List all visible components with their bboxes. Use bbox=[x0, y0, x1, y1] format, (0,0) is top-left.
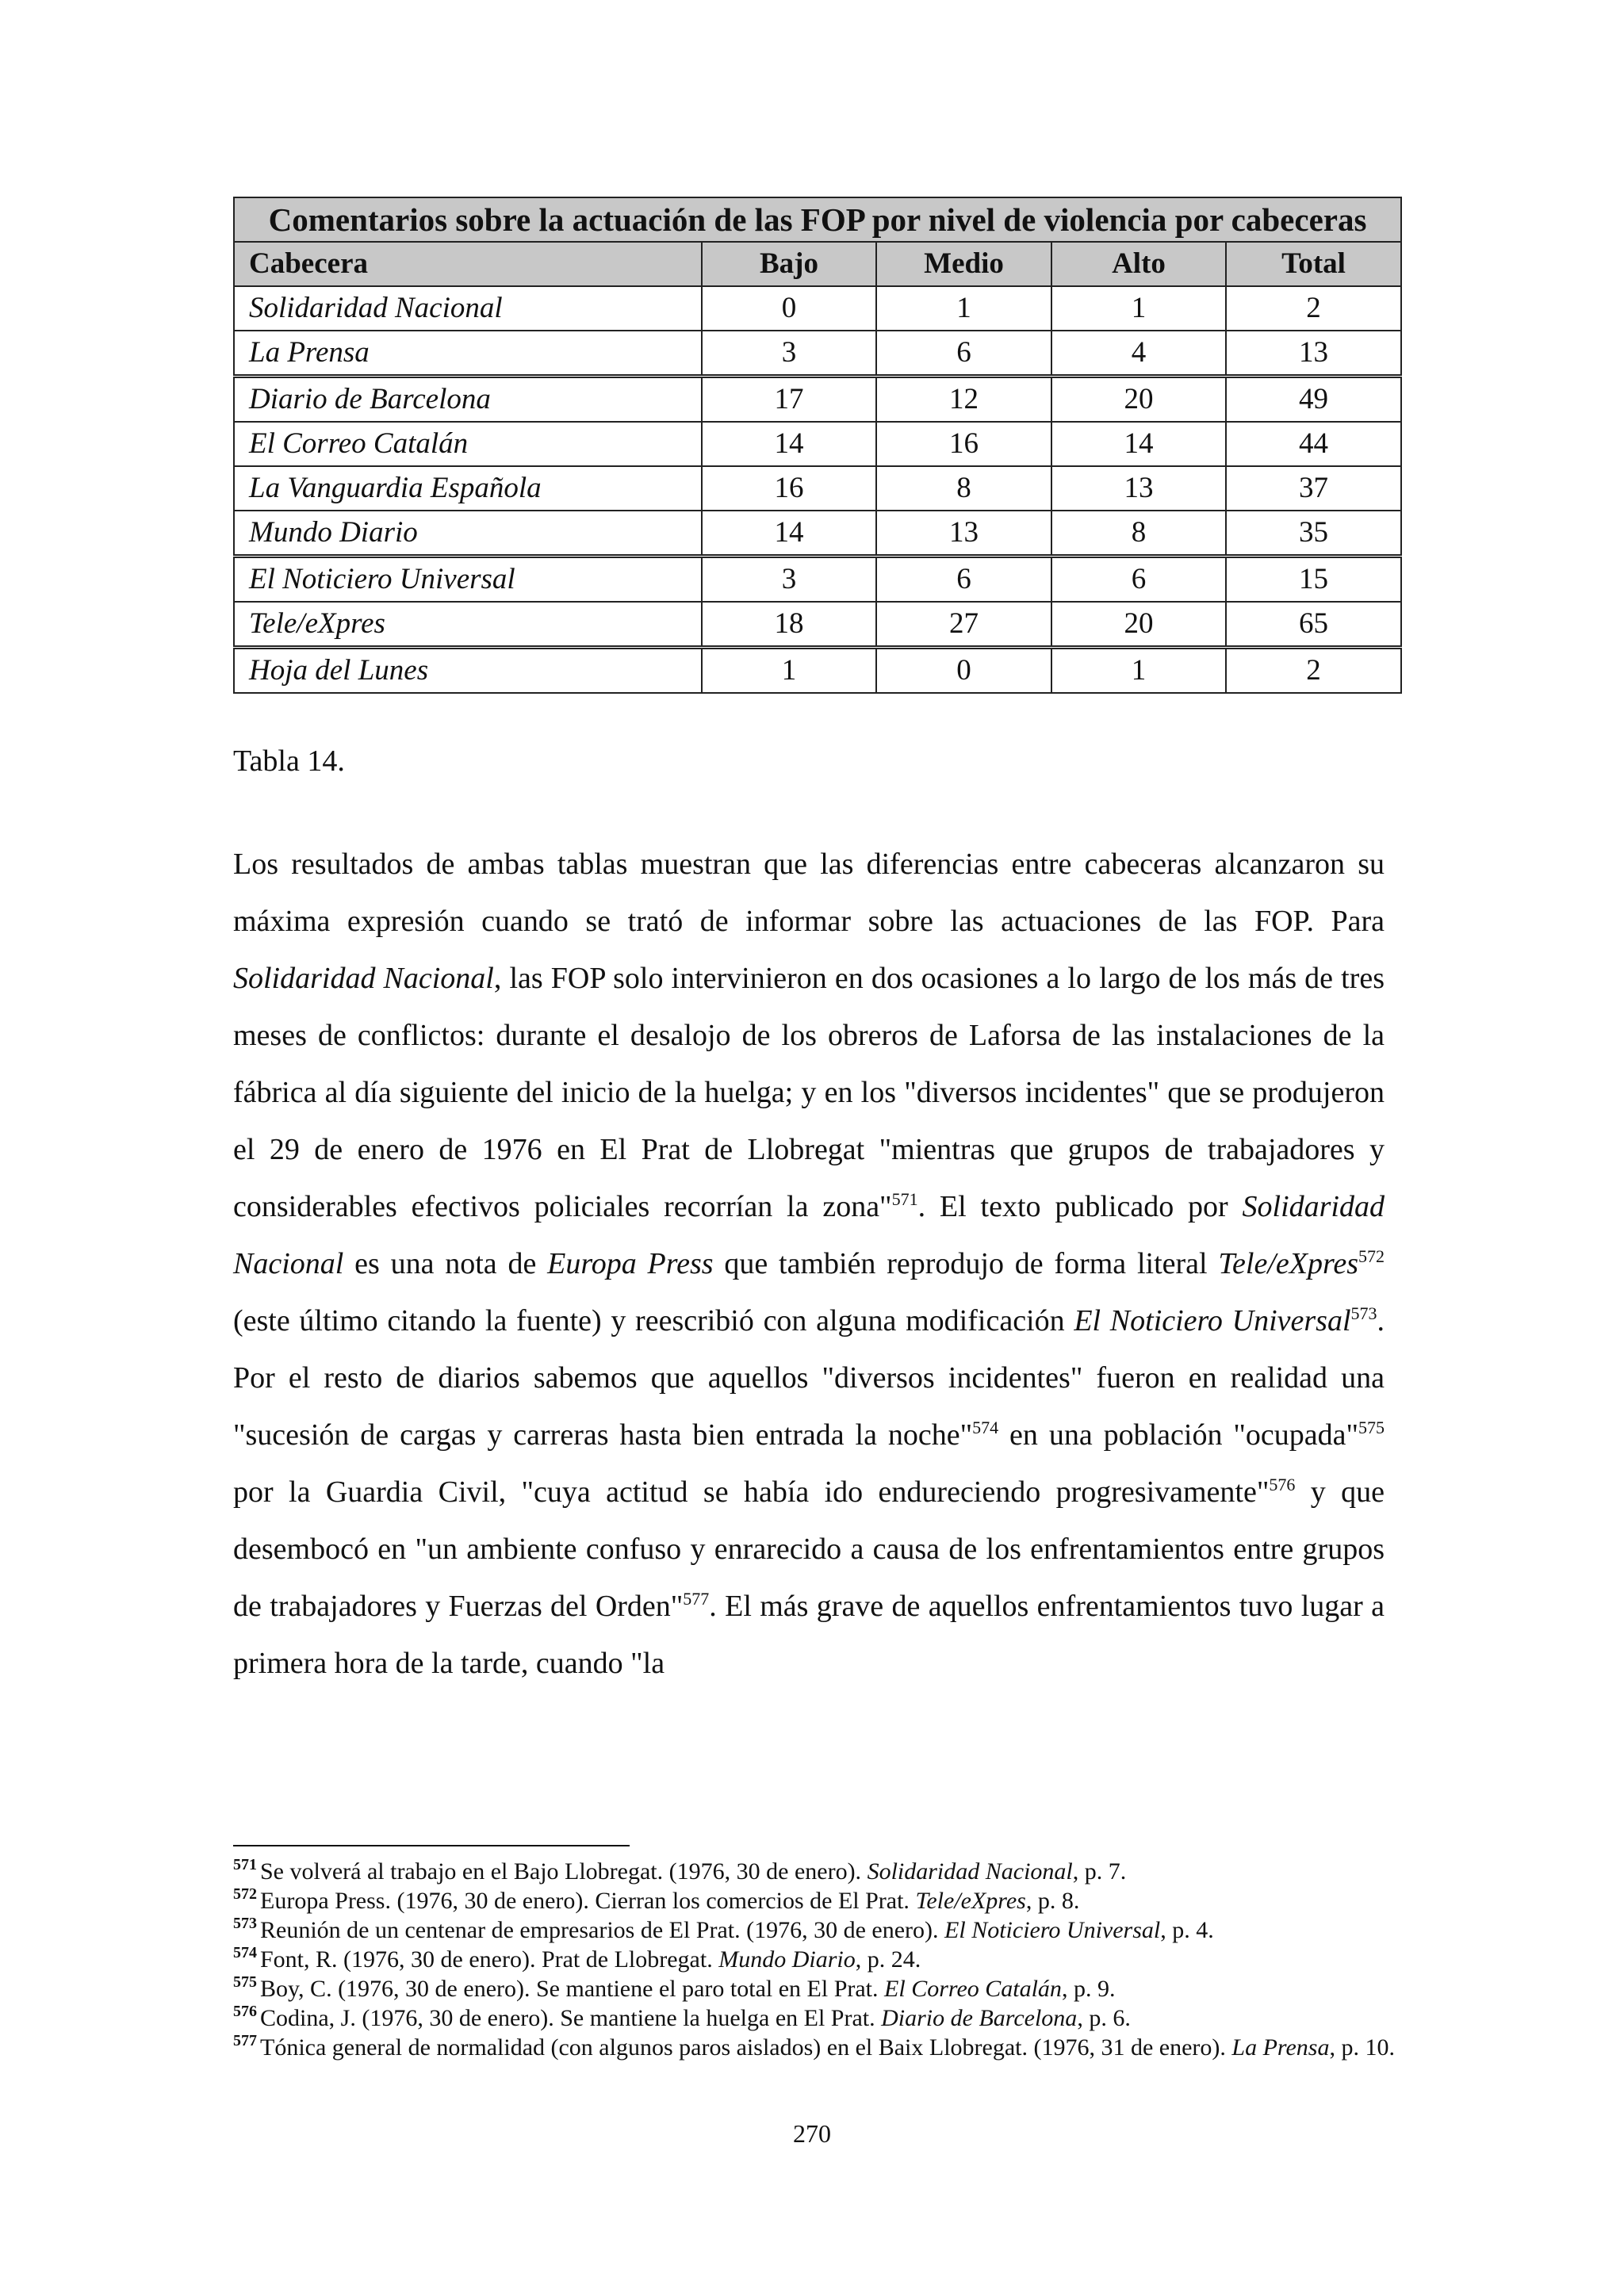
cell-medio: 8 bbox=[876, 466, 1051, 511]
cell-total: 2 bbox=[1226, 648, 1401, 694]
table-row bbox=[234, 557, 1401, 603]
table-row bbox=[234, 422, 1401, 466]
cell-bajo: 3 bbox=[702, 557, 876, 603]
cell-alto: 8 bbox=[1051, 511, 1226, 557]
table-caption: Tabla 14. bbox=[233, 744, 345, 778]
footnote-page: , p. 9. bbox=[1061, 1976, 1116, 2002]
cell-bajo: 1 bbox=[702, 648, 876, 694]
body-italic-title: Europa Press bbox=[547, 1247, 714, 1280]
table-row bbox=[234, 648, 1401, 694]
body-text-segment: y que desembocó en "un ambiente confuso y enrarecido a causa de los enfrentamientos entre grupos de trabajadores y Fuerzas del Orden" bbox=[233, 1475, 1385, 1623]
header-total: Total bbox=[1226, 242, 1401, 286]
footnote-ref[interactable]: 576 bbox=[1269, 1475, 1296, 1494]
footnote-number: 574 bbox=[233, 1944, 257, 1961]
footnote bbox=[233, 1974, 1399, 2003]
table-row bbox=[234, 331, 1401, 377]
row-name: El Noticiero Universal bbox=[234, 557, 702, 603]
cell-medio: 6 bbox=[876, 557, 1051, 603]
footnote-number: 572 bbox=[233, 1885, 257, 1903]
cell-alto: 13 bbox=[1051, 466, 1226, 511]
row-name: La Vanguardia Española bbox=[234, 466, 702, 511]
cell-medio: 12 bbox=[876, 377, 1051, 423]
cell-alto: 1 bbox=[1051, 648, 1226, 694]
body-italic-title: Solidaridad Nacional bbox=[233, 1190, 1385, 1280]
cell-alto: 14 bbox=[1051, 422, 1226, 466]
footnote bbox=[233, 2033, 1399, 2062]
body-text-segment: es una nota de bbox=[343, 1247, 548, 1280]
row-name: El Correo Catalán bbox=[234, 422, 702, 466]
footnote-page: , p. 6. bbox=[1077, 2005, 1131, 2031]
body-text-segment: . El más grave de aquellos enfrentamientos tuvo lugar a primera hora de la tarde, cuando "la bbox=[233, 1590, 1385, 1680]
cell-alto: 20 bbox=[1051, 602, 1226, 648]
footnote-ref[interactable]: 572 bbox=[1358, 1246, 1385, 1266]
cell-medio: 27 bbox=[876, 602, 1051, 648]
cell-alto: 1 bbox=[1051, 286, 1226, 331]
cell-medio: 6 bbox=[876, 331, 1051, 377]
footnote-number: 577 bbox=[233, 2032, 257, 2049]
footnote-ref[interactable]: 577 bbox=[683, 1589, 710, 1609]
footnotes bbox=[233, 1857, 1399, 2062]
cell-medio: 1 bbox=[876, 286, 1051, 331]
cell-alto: 6 bbox=[1051, 557, 1226, 603]
footnote-page: , p. 10. bbox=[1329, 2034, 1395, 2061]
footnote bbox=[233, 1886, 1399, 1915]
body-italic-title: Tele/eXpres bbox=[1218, 1247, 1358, 1280]
cell-bajo: 14 bbox=[702, 511, 876, 557]
footnote bbox=[233, 1915, 1399, 1945]
row-name: Diario de Barcelona bbox=[234, 377, 702, 423]
footnote-page: , p. 24. bbox=[855, 1946, 921, 1973]
body-text-segment: , las FOP solo intervinieron en dos ocasiones a lo largo de los más de tres meses de conflictos: durante el desalojo de los obreros de Laforsa de las instalaciones de la fábrica al día siguiente del inicio de la huelga; y en los "diversos incidentes" que se produjeron el 29 de enero de 1976 en El Prat de Llobregat "mientras que grupos de trabajadores y considerables efectivos policiales recorrían la zona" bbox=[233, 962, 1385, 1223]
body-text-segment: Los resultados de ambas tablas muestran que las diferencias entre cabeceras alcanzaron su máxima expresión cuando se trató de informar sobre las actuaciones de las FOP. Para bbox=[233, 848, 1385, 938]
body-text-segment: . Por el resto de diarios sabemos que aquellos "diversos incidentes" fueron en realidad una "sucesión de cargas y carreras hasta bien entrada la noche" bbox=[233, 1304, 1385, 1452]
cell-medio: 0 bbox=[876, 648, 1051, 694]
cell-total: 65 bbox=[1226, 602, 1401, 648]
table-row bbox=[234, 286, 1401, 331]
cell-total: 49 bbox=[1226, 377, 1401, 423]
cell-bajo: 0 bbox=[702, 286, 876, 331]
cell-bajo: 16 bbox=[702, 466, 876, 511]
footnote-source: El Correo Catalán bbox=[884, 1976, 1062, 2002]
row-name: Tele/eXpres bbox=[234, 602, 702, 648]
footnote-text: Europa Press. (1976, 30 de enero). Cierran los comercios de El Prat. bbox=[260, 1888, 916, 1914]
body-text-segment: (este último citando la fuente) y reescribió con alguna modificación bbox=[233, 1304, 1074, 1337]
footnote-page: , p. 8. bbox=[1025, 1888, 1080, 1914]
table-row bbox=[234, 377, 1401, 423]
footnote-text: Reunión de un centenar de empresarios de El Prat. (1976, 30 de enero). bbox=[260, 1917, 945, 1943]
footnote-ref[interactable]: 574 bbox=[972, 1418, 999, 1437]
table-row bbox=[234, 602, 1401, 648]
footnote-page: , p. 4. bbox=[1160, 1917, 1214, 1943]
table-title-row bbox=[234, 197, 1401, 242]
row-name: La Prensa bbox=[234, 331, 702, 377]
header-alto: Alto bbox=[1051, 242, 1226, 286]
footnote-ref[interactable]: 575 bbox=[1358, 1418, 1385, 1437]
body-text-segment: que también reprodujo de forma literal bbox=[713, 1247, 1219, 1280]
cell-total: 13 bbox=[1226, 331, 1401, 377]
footnote-source: Mundo Diario bbox=[718, 1946, 856, 1973]
footnote-text: Codina, J. (1976, 30 de enero). Se mantiene la huelga en El Prat. bbox=[260, 2005, 882, 2031]
table-title: Comentarios sobre la actuación de las FOP por nivel de violencia por cabeceras bbox=[234, 197, 1401, 242]
footnote-source: La Prensa bbox=[1231, 2034, 1330, 2061]
footnote-divider bbox=[233, 1845, 630, 1846]
footnote bbox=[233, 1945, 1399, 1974]
cell-total: 15 bbox=[1226, 557, 1401, 603]
footnote-source: Tele/eXpres bbox=[915, 1888, 1026, 1914]
cell-total: 2 bbox=[1226, 286, 1401, 331]
table-header-row bbox=[234, 242, 1401, 286]
row-name: Solidaridad Nacional bbox=[234, 286, 702, 331]
cell-bajo: 17 bbox=[702, 377, 876, 423]
body-italic-title: El Noticiero Universal bbox=[1074, 1304, 1351, 1337]
footnote-source: Diario de Barcelona bbox=[881, 2005, 1078, 2031]
cell-total: 35 bbox=[1226, 511, 1401, 557]
cell-alto: 20 bbox=[1051, 377, 1226, 423]
header-bajo: Bajo bbox=[702, 242, 876, 286]
header-medio: Medio bbox=[876, 242, 1051, 286]
body-italic-title: Solidaridad Nacional bbox=[233, 962, 494, 995]
row-name: Mundo Diario bbox=[234, 511, 702, 557]
footnote-number: 573 bbox=[233, 1915, 257, 1932]
footnote bbox=[233, 1857, 1399, 1886]
cell-bajo: 14 bbox=[702, 422, 876, 466]
cell-medio: 13 bbox=[876, 511, 1051, 557]
footnote-ref[interactable]: 571 bbox=[891, 1189, 918, 1209]
header-cabecera: Cabecera bbox=[234, 242, 702, 286]
footnote-number: 576 bbox=[233, 2003, 257, 2020]
cell-medio: 16 bbox=[876, 422, 1051, 466]
footnote bbox=[233, 2003, 1399, 2033]
data-table bbox=[233, 197, 1402, 694]
table-row bbox=[234, 466, 1401, 511]
footnote-text: Boy, C. (1976, 30 de enero). Se mantiene el paro total en El Prat. bbox=[260, 1976, 885, 2002]
cell-total: 44 bbox=[1226, 422, 1401, 466]
row-name: Hoja del Lunes bbox=[234, 648, 702, 694]
footnote-text: Se volverá al trabajo en el Bajo Llobregat. (1976, 30 de enero). bbox=[260, 1858, 868, 1885]
footnote-page: , p. 7. bbox=[1072, 1858, 1127, 1885]
cell-bajo: 18 bbox=[702, 602, 876, 648]
body-text-segment: en una población "ocupada" bbox=[998, 1418, 1359, 1452]
body-text-segment: . El texto publicado por bbox=[917, 1190, 1243, 1223]
cell-bajo: 3 bbox=[702, 331, 876, 377]
body-paragraph bbox=[233, 836, 1385, 1692]
footnote-text: Font, R. (1976, 30 de enero). Prat de Llobregat. bbox=[260, 1946, 719, 1973]
footnote-source: El Noticiero Universal bbox=[944, 1917, 1161, 1943]
body-text-segment: por la Guardia Civil, "cuya actitud se había ido endureciendo progresivamente" bbox=[233, 1475, 1270, 1509]
page-number: 270 bbox=[793, 2119, 831, 2148]
footnote-ref[interactable]: 573 bbox=[1350, 1303, 1377, 1323]
footnote-number: 571 bbox=[233, 1856, 257, 1873]
cell-total: 37 bbox=[1226, 466, 1401, 511]
cell-alto: 4 bbox=[1051, 331, 1226, 377]
footnote-source: Solidaridad Nacional bbox=[867, 1858, 1073, 1885]
table-row bbox=[234, 511, 1401, 557]
footnote-text: Tónica general de normalidad (con algunos paros aislados) en el Baix Llobregat. (1976, 31 de enero). bbox=[260, 2034, 1232, 2061]
footnote-number: 575 bbox=[233, 1973, 257, 1991]
